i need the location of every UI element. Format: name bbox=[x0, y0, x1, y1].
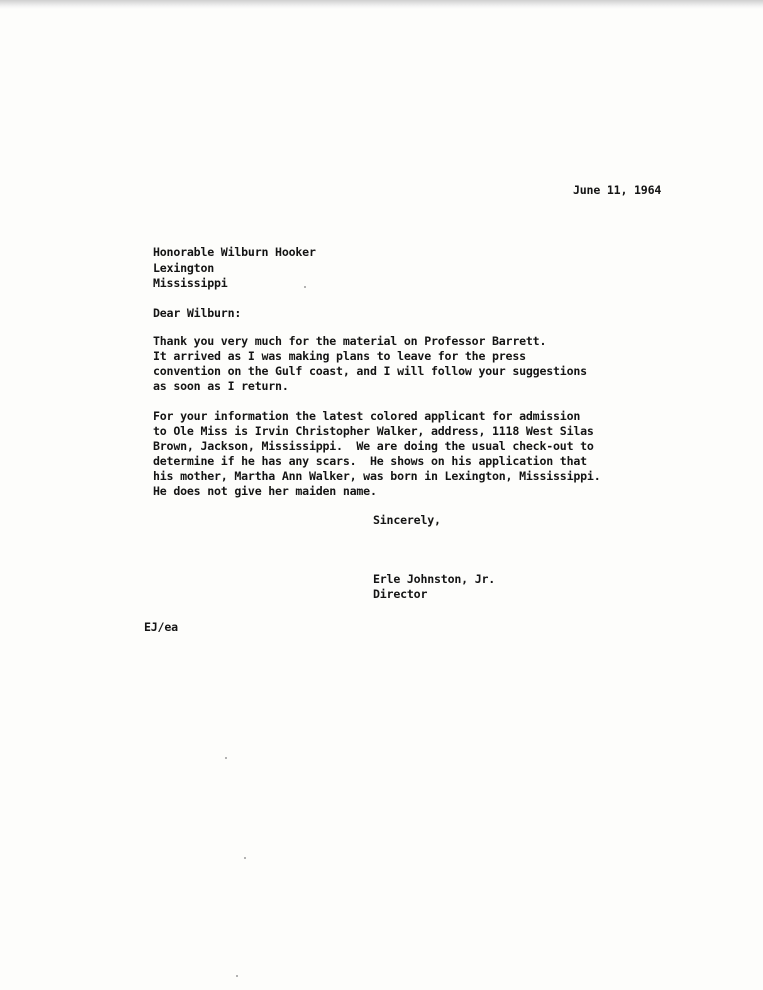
recipient-line: Honorable Wilburn Hooker bbox=[153, 245, 316, 259]
recipient-line: Lexington bbox=[153, 261, 215, 275]
signer-title: Director bbox=[373, 587, 428, 601]
scan-speck bbox=[225, 757, 227, 759]
letter-date: June 11, 1964 bbox=[573, 183, 662, 197]
signer-name: Erle Johnston, Jr. bbox=[373, 572, 496, 586]
scan-speck bbox=[244, 857, 246, 859]
typist-initials: EJ/ea bbox=[144, 620, 178, 634]
body-line: He does not give her maiden name. bbox=[153, 484, 377, 498]
body-line: as soon as I return. bbox=[153, 379, 289, 393]
body-line: determine if he has any scars. He shows on his application that bbox=[153, 454, 587, 468]
scan-speck bbox=[236, 975, 238, 977]
body-line: his mother, Martha Ann Walker, was born in Lexington, Mississippi. bbox=[153, 469, 601, 483]
body-line: convention on the Gulf coast, and I will follow your suggestions bbox=[153, 364, 587, 378]
recipient-line: Mississippi bbox=[153, 276, 228, 290]
body-line: Thank you very much for the material on Professor Barrett. bbox=[153, 334, 547, 348]
body-line: Brown, Jackson, Mississippi. We are doing the usual check-out to bbox=[153, 439, 594, 453]
closing: Sincerely, bbox=[373, 513, 441, 527]
body-line: It arrived as I was making plans to leave for the press bbox=[153, 349, 526, 363]
salutation: Dear Wilburn: bbox=[153, 306, 242, 320]
body-line: For your information the latest colored applicant for admission bbox=[153, 409, 581, 423]
body-line: to Ole Miss is Irvin Christopher Walker, address, 1118 West Silas bbox=[153, 424, 594, 438]
scan-speck bbox=[304, 286, 306, 288]
